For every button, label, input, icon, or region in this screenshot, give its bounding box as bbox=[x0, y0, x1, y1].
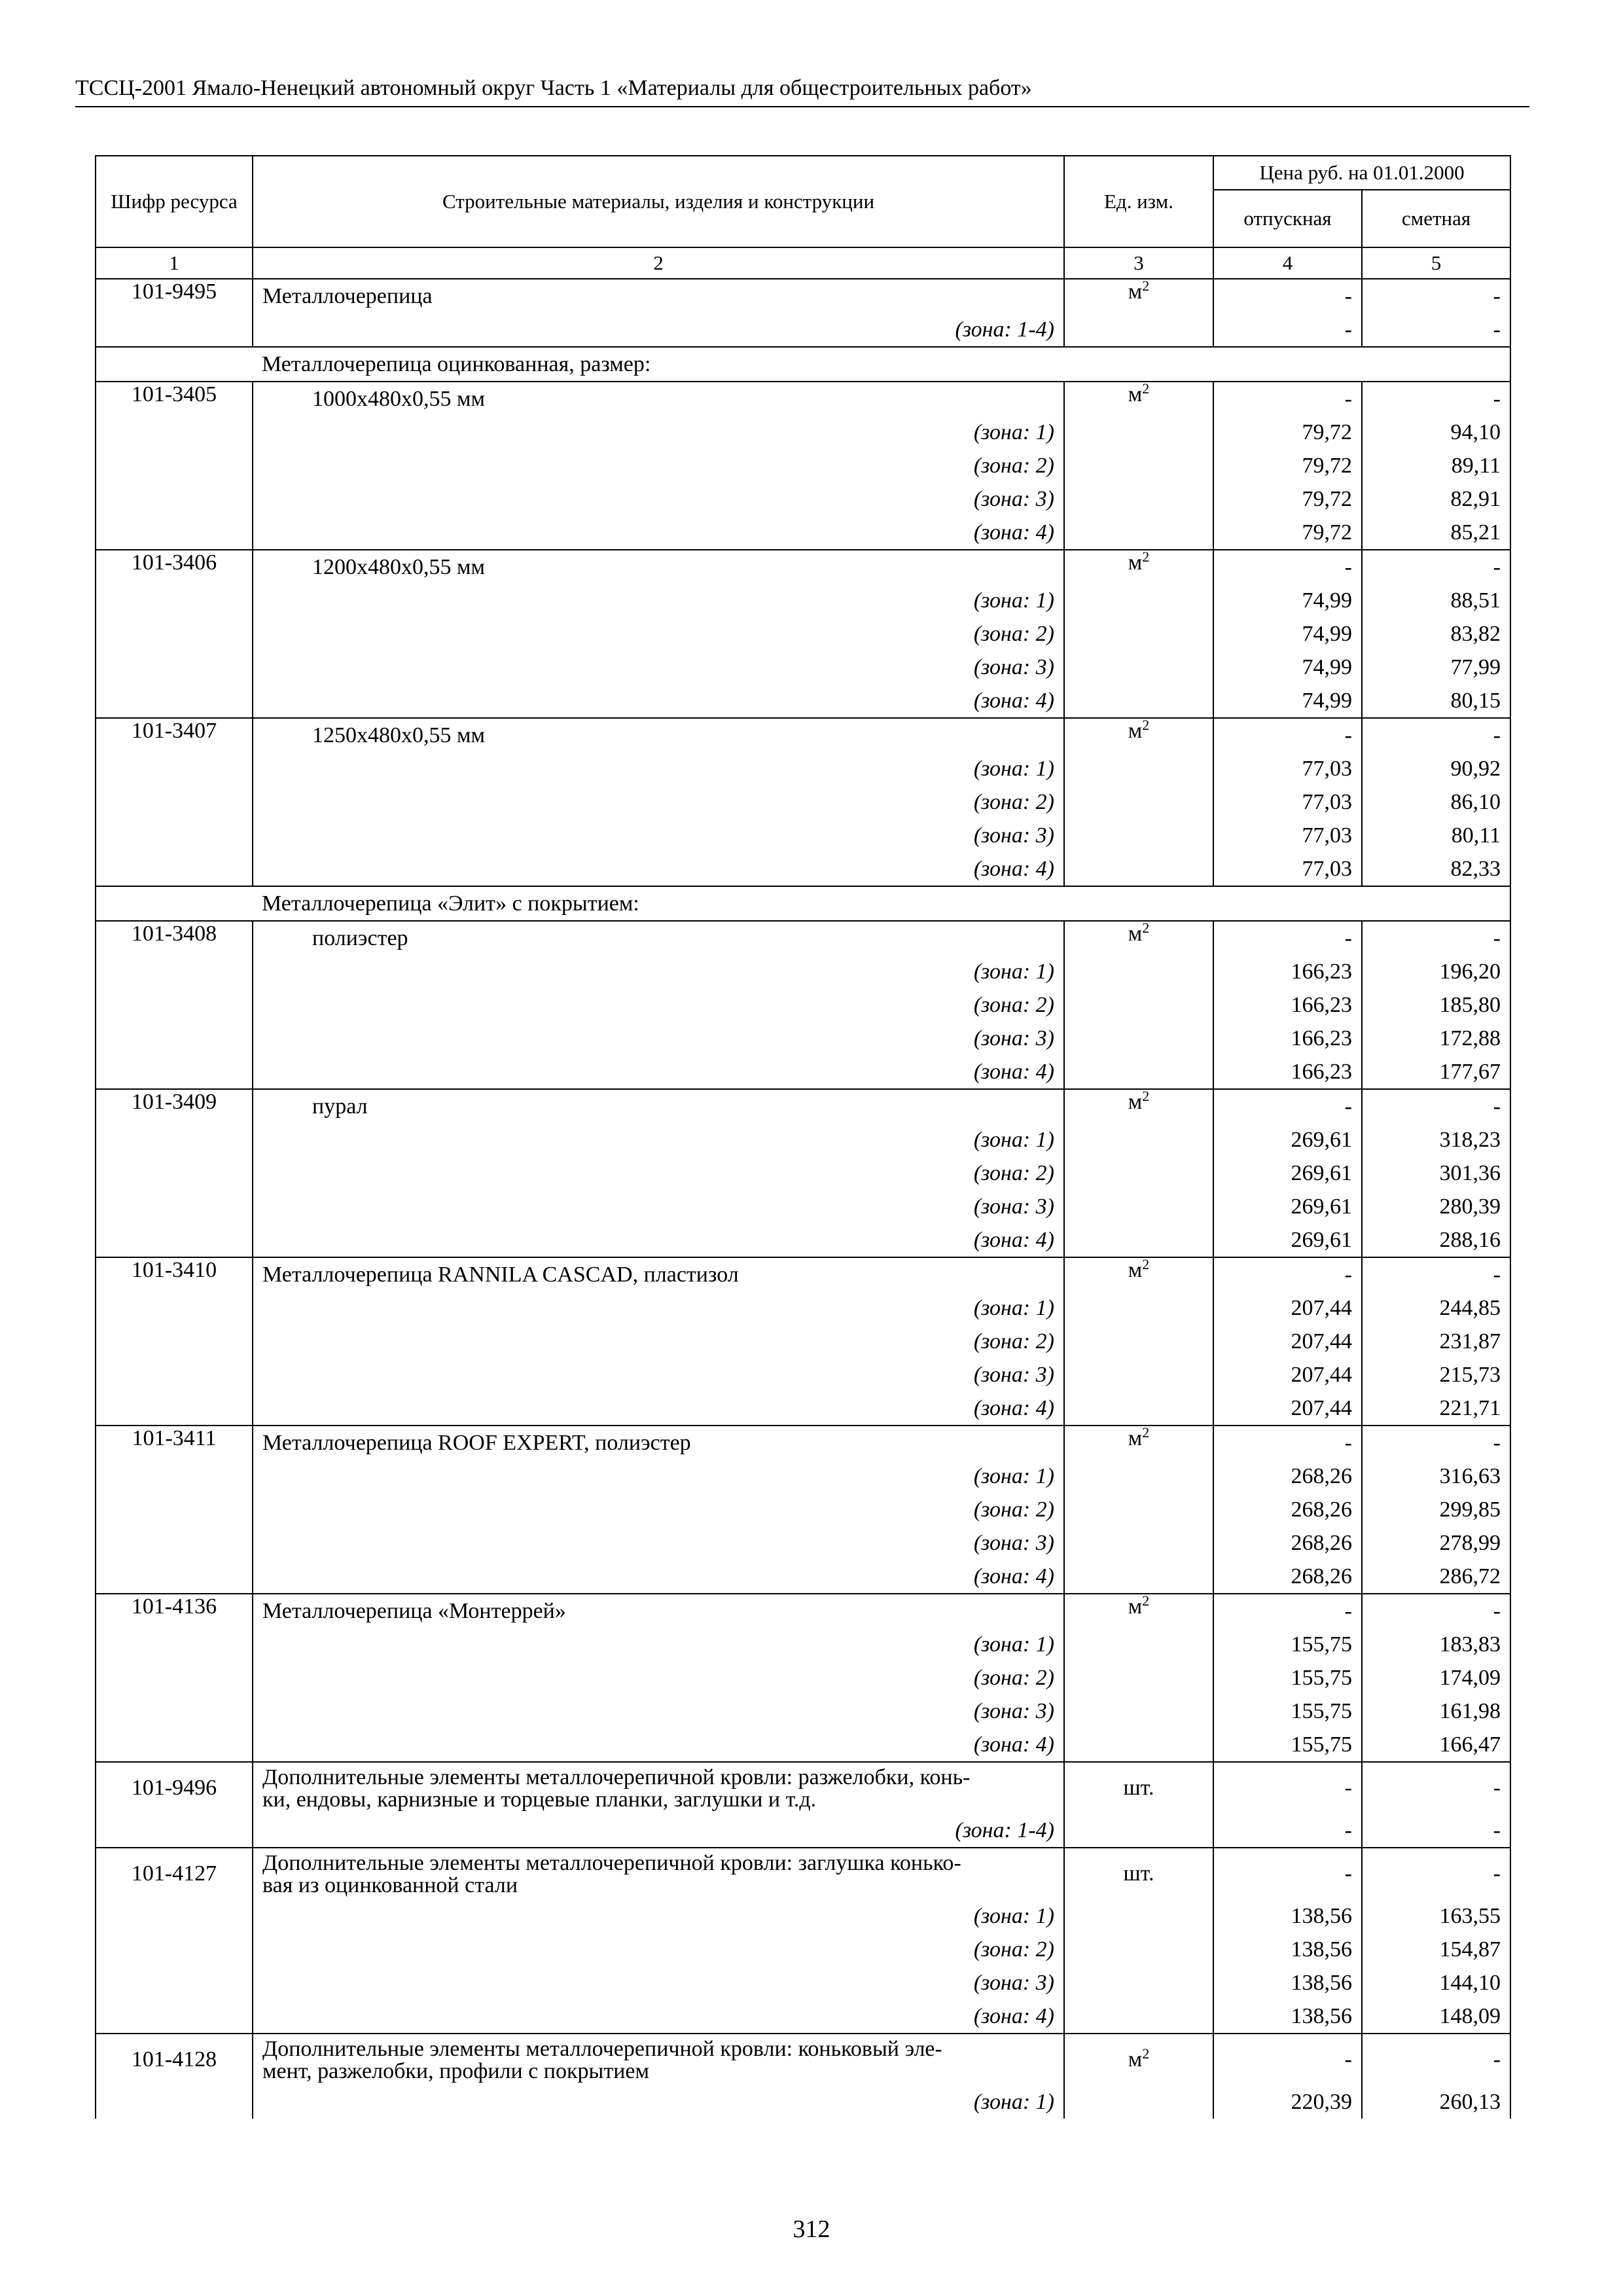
release-price: 166,23 bbox=[1213, 955, 1362, 988]
estimate-price: 183,83 bbox=[1362, 1628, 1510, 1661]
estimate-price: - bbox=[1362, 313, 1510, 347]
estimate-price: 166,47 bbox=[1362, 1728, 1510, 1762]
estimate-price: 172,88 bbox=[1362, 1022, 1510, 1055]
table-row bbox=[96, 819, 1510, 852]
estimate-price: 215,73 bbox=[1362, 1358, 1510, 1391]
release-price: - bbox=[1213, 1762, 1362, 1814]
estimate-price: 318,23 bbox=[1362, 1123, 1510, 1157]
release-price: 155,75 bbox=[1213, 1628, 1362, 1661]
resource-code: 101-3406 bbox=[96, 550, 253, 584]
release-price: 268,26 bbox=[1213, 1526, 1362, 1560]
table-row bbox=[96, 279, 1510, 313]
release-price: - bbox=[1213, 550, 1362, 584]
release-price: 166,23 bbox=[1213, 1022, 1362, 1055]
release-price: 269,61 bbox=[1213, 1123, 1362, 1157]
table-row bbox=[96, 1814, 1510, 1848]
release-price: 79,72 bbox=[1213, 482, 1362, 516]
estimate-price: 85,21 bbox=[1362, 516, 1510, 550]
release-price: - bbox=[1213, 2034, 1362, 2085]
release-price: 207,44 bbox=[1213, 1358, 1362, 1391]
table-row bbox=[96, 1055, 1510, 1089]
table-row bbox=[96, 584, 1510, 617]
release-price: 74,99 bbox=[1213, 584, 1362, 617]
unit: $м^2$ bbox=[1064, 382, 1213, 416]
zone-label: (зона: 3) bbox=[253, 1358, 1064, 1391]
release-price: 268,26 bbox=[1213, 1460, 1362, 1493]
release-price: 155,75 bbox=[1213, 1695, 1362, 1728]
estimate-price: - bbox=[1362, 279, 1510, 313]
table-row bbox=[96, 550, 1510, 584]
colnum: 5 bbox=[1362, 247, 1510, 279]
estimate-price: - bbox=[1362, 1762, 1510, 1814]
unit: $м^2$ bbox=[1064, 2034, 1213, 2085]
table-row bbox=[96, 1966, 1510, 2000]
zone-label: (зона: 4) bbox=[253, 1560, 1064, 1594]
table-row bbox=[96, 1022, 1510, 1055]
table-row bbox=[96, 416, 1510, 449]
page-header: ТССЦ-2001 Ямало-Ненецкий автономный округ Часть 1 «Материалы для общестроительных работ» bbox=[75, 76, 1032, 100]
release-price: 77,03 bbox=[1213, 852, 1362, 886]
table-row bbox=[96, 1089, 1510, 1123]
zone-label: (зона: 3) bbox=[253, 1526, 1064, 1560]
release-price: 207,44 bbox=[1213, 1391, 1362, 1426]
release-price: 268,26 bbox=[1213, 1560, 1362, 1594]
table-row bbox=[96, 482, 1510, 516]
material-name: Дополнительные элементы металлочерепичной кровли: разжелобки, конь- ки, ендовы, карнизные и торцевые планки, заглушки и т.д. bbox=[253, 1762, 1064, 1814]
zone-label: (зона: 1) bbox=[253, 2085, 1064, 2119]
zone-label: (зона: 4) bbox=[253, 1055, 1064, 1089]
zone-label: (зона: 3) bbox=[253, 1695, 1064, 1728]
zone-label: (зона: 1) bbox=[253, 1123, 1064, 1157]
table-row bbox=[96, 1391, 1510, 1426]
zone-label: (зона: 4) bbox=[253, 516, 1064, 550]
table-row bbox=[96, 1526, 1510, 1560]
zone-label: (зона: 3) bbox=[253, 1966, 1064, 2000]
table-row bbox=[96, 1325, 1510, 1358]
estimate-price: - bbox=[1362, 382, 1510, 416]
resource-code: 101-4128 bbox=[96, 2034, 253, 2085]
estimate-price: - bbox=[1362, 550, 1510, 584]
release-price: 207,44 bbox=[1213, 1291, 1362, 1325]
estimate-price: 177,67 bbox=[1362, 1055, 1510, 1089]
release-price: 77,03 bbox=[1213, 752, 1362, 785]
table-row bbox=[96, 2034, 1510, 2085]
estimate-price: - bbox=[1362, 1426, 1510, 1460]
estimate-price: - bbox=[1362, 1848, 1510, 1899]
estimate-price: 174,09 bbox=[1362, 1661, 1510, 1695]
zone-label: (зона: 2) bbox=[253, 1661, 1064, 1695]
zone-label: (зона: 1) bbox=[253, 955, 1064, 988]
release-price: 74,99 bbox=[1213, 617, 1362, 651]
table-row bbox=[96, 1848, 1510, 1899]
material-name: 1200х480х0,55 мм bbox=[253, 550, 1064, 584]
zone-label: (зона: 1) bbox=[253, 416, 1064, 449]
colnum: 1 bbox=[96, 247, 253, 279]
release-price: 166,23 bbox=[1213, 1055, 1362, 1089]
release-price: - bbox=[1213, 279, 1362, 313]
zone-label: (зона: 3) bbox=[253, 482, 1064, 516]
table-row bbox=[96, 718, 1510, 752]
release-price: 79,72 bbox=[1213, 516, 1362, 550]
estimate-price: 82,91 bbox=[1362, 482, 1510, 516]
unit: $м^2$ bbox=[1064, 279, 1213, 313]
table-row bbox=[96, 1728, 1510, 1762]
release-price: 74,99 bbox=[1213, 684, 1362, 718]
estimate-price: 278,99 bbox=[1362, 1526, 1510, 1560]
unit: $м^2$ bbox=[1064, 718, 1213, 752]
table-row bbox=[96, 1560, 1510, 1594]
estimate-price: 89,11 bbox=[1362, 449, 1510, 482]
zone-label: (зона: 1-4) bbox=[253, 1814, 1064, 1848]
table-row bbox=[96, 752, 1510, 785]
resource-code: 101-4127 bbox=[96, 1848, 253, 1899]
table-row bbox=[96, 1157, 1510, 1190]
unit: $м^2$ bbox=[1064, 1257, 1213, 1291]
zone-label: (зона: 2) bbox=[253, 617, 1064, 651]
header-unit: Ед. изм. bbox=[1064, 156, 1213, 247]
estimate-price: 83,82 bbox=[1362, 617, 1510, 651]
estimate-price: - bbox=[1362, 1257, 1510, 1291]
table-row bbox=[96, 382, 1510, 416]
unit: $м^2$ bbox=[1064, 1089, 1213, 1123]
estimate-price: 77,99 bbox=[1362, 651, 1510, 684]
header-estimate-price: сметная bbox=[1362, 190, 1510, 247]
zone-label: (зона: 1) bbox=[253, 752, 1064, 785]
release-price: 155,75 bbox=[1213, 1661, 1362, 1695]
estimate-price: 185,80 bbox=[1362, 988, 1510, 1022]
release-price: 207,44 bbox=[1213, 1325, 1362, 1358]
estimate-price: 288,16 bbox=[1362, 1223, 1510, 1257]
table-row bbox=[96, 516, 1510, 550]
header-name: Строительные материалы, изделия и конструкции bbox=[253, 156, 1064, 247]
estimate-price: 221,71 bbox=[1362, 1391, 1510, 1426]
release-price: 74,99 bbox=[1213, 651, 1362, 684]
zone-label: (зона: 2) bbox=[253, 1493, 1064, 1526]
unit: $м^2$ bbox=[1064, 1594, 1213, 1628]
zone-label: (зона: 4) bbox=[253, 852, 1064, 886]
table-row bbox=[96, 1291, 1510, 1325]
column-numbers-row bbox=[96, 247, 1510, 279]
table-row bbox=[96, 852, 1510, 886]
release-price: 79,72 bbox=[1213, 449, 1362, 482]
table-row bbox=[96, 1426, 1510, 1460]
estimate-price: 86,10 bbox=[1362, 785, 1510, 819]
unit: шт. bbox=[1064, 1762, 1213, 1814]
estimate-price: - bbox=[1362, 1089, 1510, 1123]
estimate-price: 144,10 bbox=[1362, 1966, 1510, 2000]
estimate-price: 90,92 bbox=[1362, 752, 1510, 785]
release-price: 77,03 bbox=[1213, 819, 1362, 852]
material-name: Металлочерепица RANNILA CASCAD, пластизол bbox=[253, 1257, 1064, 1291]
table-row bbox=[96, 921, 1510, 955]
zone-label: (зона: 2) bbox=[253, 988, 1064, 1022]
estimate-price: 244,85 bbox=[1362, 1291, 1510, 1325]
header-release-price: отпускная bbox=[1213, 190, 1362, 247]
table-row bbox=[96, 1190, 1510, 1223]
material-name: полиэстер bbox=[253, 921, 1064, 955]
unit: $м^2$ bbox=[1064, 921, 1213, 955]
colnum: 3 bbox=[1064, 247, 1213, 279]
table-row bbox=[96, 1460, 1510, 1493]
zone-label: (зона: 3) bbox=[253, 1022, 1064, 1055]
zone-label: (зона: 1) bbox=[253, 584, 1064, 617]
estimate-price: 163,55 bbox=[1362, 1899, 1510, 1933]
zone-label: (зона: 2) bbox=[253, 1933, 1064, 1966]
release-price: - bbox=[1213, 313, 1362, 347]
table-row bbox=[96, 2000, 1510, 2034]
table-row bbox=[96, 1661, 1510, 1695]
estimate-price: 196,20 bbox=[1362, 955, 1510, 988]
zone-label: (зона: 3) bbox=[253, 819, 1064, 852]
estimate-price: - bbox=[1362, 2034, 1510, 2085]
table-row bbox=[96, 1933, 1510, 1966]
resource-code: 101-3409 bbox=[96, 1089, 253, 1123]
estimate-price: 231,87 bbox=[1362, 1325, 1510, 1358]
release-price: 269,61 bbox=[1213, 1223, 1362, 1257]
release-price: - bbox=[1213, 1257, 1362, 1291]
release-price: 220,39 bbox=[1213, 2085, 1362, 2119]
estimate-price: 82,33 bbox=[1362, 852, 1510, 886]
estimate-price: 80,11 bbox=[1362, 819, 1510, 852]
zone-label: (зона: 1) bbox=[253, 1899, 1064, 1933]
table-row bbox=[96, 617, 1510, 651]
release-price: 166,23 bbox=[1213, 988, 1362, 1022]
section-row bbox=[96, 347, 1510, 382]
estimate-price: 148,09 bbox=[1362, 2000, 1510, 2034]
release-price: - bbox=[1213, 1848, 1362, 1899]
zone-label: (зона: 3) bbox=[253, 651, 1064, 684]
release-price: 138,56 bbox=[1213, 1966, 1362, 2000]
estimate-price: 80,15 bbox=[1362, 684, 1510, 718]
estimate-price: 301,36 bbox=[1362, 1157, 1510, 1190]
zone-label: (зона: 1) bbox=[253, 1628, 1064, 1661]
estimate-price: - bbox=[1362, 921, 1510, 955]
header-code: Шифр ресурса bbox=[96, 156, 253, 247]
material-name: 1250х480х0,55 мм bbox=[253, 718, 1064, 752]
zone-label: (зона: 4) bbox=[253, 1728, 1064, 1762]
estimate-price: 94,10 bbox=[1362, 416, 1510, 449]
resource-code: 101-9496 bbox=[96, 1762, 253, 1814]
price-table-container bbox=[95, 155, 1510, 2119]
table-row bbox=[96, 785, 1510, 819]
unit: шт. bbox=[1064, 1848, 1213, 1899]
page-number: 312 bbox=[793, 2215, 830, 2243]
header-divider bbox=[75, 106, 1529, 107]
table-row bbox=[96, 1762, 1510, 1814]
table-row bbox=[96, 1899, 1510, 1933]
material-name: Металлочерепица bbox=[253, 279, 1064, 313]
zone-label: (зона: 2) bbox=[253, 785, 1064, 819]
material-name: пурал bbox=[253, 1089, 1064, 1123]
table-row bbox=[96, 1628, 1510, 1661]
table-row bbox=[96, 2085, 1510, 2119]
unit: $м^2$ bbox=[1064, 550, 1213, 584]
section-title: Металлочерепица оцинкованная, размер: bbox=[253, 347, 1510, 382]
resource-code: 101-3408 bbox=[96, 921, 253, 955]
release-price: 79,72 bbox=[1213, 416, 1362, 449]
estimate-price: 299,85 bbox=[1362, 1493, 1510, 1526]
table-row bbox=[96, 1257, 1510, 1291]
section-title: Металлочерепица «Элит» с покрытием: bbox=[253, 886, 1510, 921]
zone-label: (зона: 4) bbox=[253, 684, 1064, 718]
release-price: - bbox=[1213, 1594, 1362, 1628]
table-row bbox=[96, 651, 1510, 684]
table-row bbox=[96, 684, 1510, 718]
table-row bbox=[96, 449, 1510, 482]
release-price: - bbox=[1213, 1426, 1362, 1460]
resource-code: 101-3407 bbox=[96, 718, 253, 752]
zone-label: (зона: 1) bbox=[253, 1460, 1064, 1493]
resource-code: 101-3410 bbox=[96, 1257, 253, 1291]
zone-label: (зона: 2) bbox=[253, 1325, 1064, 1358]
resource-code: 101-3411 bbox=[96, 1426, 253, 1460]
table-row bbox=[96, 313, 1510, 347]
table-row bbox=[96, 1123, 1510, 1157]
colnum: 2 bbox=[253, 247, 1064, 279]
release-price: 77,03 bbox=[1213, 785, 1362, 819]
table-row bbox=[96, 1695, 1510, 1728]
release-price: - bbox=[1213, 382, 1362, 416]
estimate-price: 316,63 bbox=[1362, 1460, 1510, 1493]
estimate-price: 154,87 bbox=[1362, 1933, 1510, 1966]
estimate-price: 280,39 bbox=[1362, 1190, 1510, 1223]
material-name: 1000х480х0,55 мм bbox=[253, 382, 1064, 416]
estimate-price: 88,51 bbox=[1362, 584, 1510, 617]
material-name: Дополнительные элементы металлочерепичной кровли: коньковый эле- мент, разжелобки, профили с покрытием bbox=[253, 2034, 1064, 2085]
release-price: 138,56 bbox=[1213, 2000, 1362, 2034]
release-price: 268,26 bbox=[1213, 1493, 1362, 1526]
price-table bbox=[95, 155, 1511, 2119]
table-row bbox=[96, 1493, 1510, 1526]
zone-label: (зона: 2) bbox=[253, 1157, 1064, 1190]
table-row bbox=[96, 1594, 1510, 1628]
zone-label: (зона: 4) bbox=[253, 1223, 1064, 1257]
table-row bbox=[96, 1223, 1510, 1257]
zone-label: (зона: 2) bbox=[253, 449, 1064, 482]
unit: $м^2$ bbox=[1064, 1426, 1213, 1460]
material-name: Металлочерепица «Монтеррей» bbox=[253, 1594, 1064, 1628]
release-price: - bbox=[1213, 718, 1362, 752]
estimate-price: 286,72 bbox=[1362, 1560, 1510, 1594]
resource-code: 101-9495 bbox=[96, 279, 253, 313]
zone-label: (зона: 1-4) bbox=[253, 313, 1064, 347]
table-row bbox=[96, 1358, 1510, 1391]
release-price: 269,61 bbox=[1213, 1157, 1362, 1190]
estimate-price: - bbox=[1362, 1814, 1510, 1848]
release-price: 155,75 bbox=[1213, 1728, 1362, 1762]
release-price: - bbox=[1213, 921, 1362, 955]
release-price: - bbox=[1213, 1089, 1362, 1123]
table-row bbox=[96, 955, 1510, 988]
material-name: Металлочерепица ROOF EXPERT, полиэстер bbox=[253, 1426, 1064, 1460]
estimate-price: - bbox=[1362, 1594, 1510, 1628]
section-row bbox=[96, 886, 1510, 921]
estimate-price: - bbox=[1362, 718, 1510, 752]
estimate-price: 161,98 bbox=[1362, 1695, 1510, 1728]
header-price: Цена руб. на 01.01.2000 bbox=[1213, 156, 1510, 190]
release-price: 138,56 bbox=[1213, 1933, 1362, 1966]
table-row bbox=[96, 988, 1510, 1022]
release-price: 269,61 bbox=[1213, 1190, 1362, 1223]
colnum: 4 bbox=[1213, 247, 1362, 279]
resource-code: 101-4136 bbox=[96, 1594, 253, 1628]
zone-label: (зона: 3) bbox=[253, 1190, 1064, 1223]
material-name: Дополнительные элементы металлочерепичной кровли: заглушка конько- вая из оцинкованной стали bbox=[253, 1848, 1064, 1899]
release-price: 138,56 bbox=[1213, 1899, 1362, 1933]
zone-label: (зона: 1) bbox=[253, 1291, 1064, 1325]
zone-label: (зона: 4) bbox=[253, 2000, 1064, 2034]
release-price: - bbox=[1213, 1814, 1362, 1848]
zone-label: (зона: 4) bbox=[253, 1391, 1064, 1426]
estimate-price: 260,13 bbox=[1362, 2085, 1510, 2119]
resource-code: 101-3405 bbox=[96, 382, 253, 416]
